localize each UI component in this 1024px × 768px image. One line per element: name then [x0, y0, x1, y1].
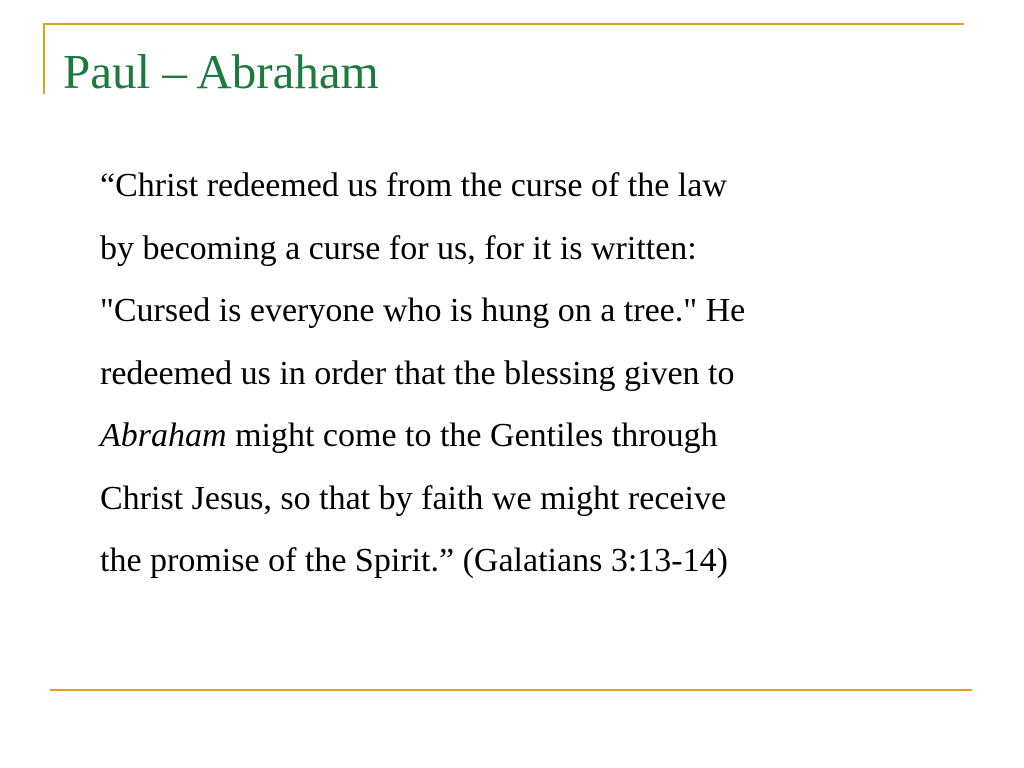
top-rule [43, 23, 964, 25]
quote-line-4: redeemed us in order that the blessing given to [100, 354, 735, 392]
quote-line-5 [100, 405, 980, 468]
quote-line-5-rest: might come to the Gentiles through [226, 417, 718, 454]
abraham-emphasis: Abraham [100, 417, 227, 454]
quote-block [100, 155, 980, 593]
quote-line-1: “Christ redeemed us from the curse of the law [100, 167, 727, 204]
left-rule [43, 23, 45, 94]
slide-title: Paul – Abraham [63, 44, 379, 99]
quote-line-6: Christ Jesus, so that by faith we might receive [100, 479, 727, 517]
bottom-rule [50, 689, 972, 691]
quote-line-2: by becoming a curse for us, for it is written: [100, 229, 697, 267]
quote-line-3: "Cursed is everyone who is hung on a tree." He [100, 292, 746, 329]
quote-line-7: the promise of the Spirit.” (Galatians 3:13-14) [100, 542, 728, 579]
